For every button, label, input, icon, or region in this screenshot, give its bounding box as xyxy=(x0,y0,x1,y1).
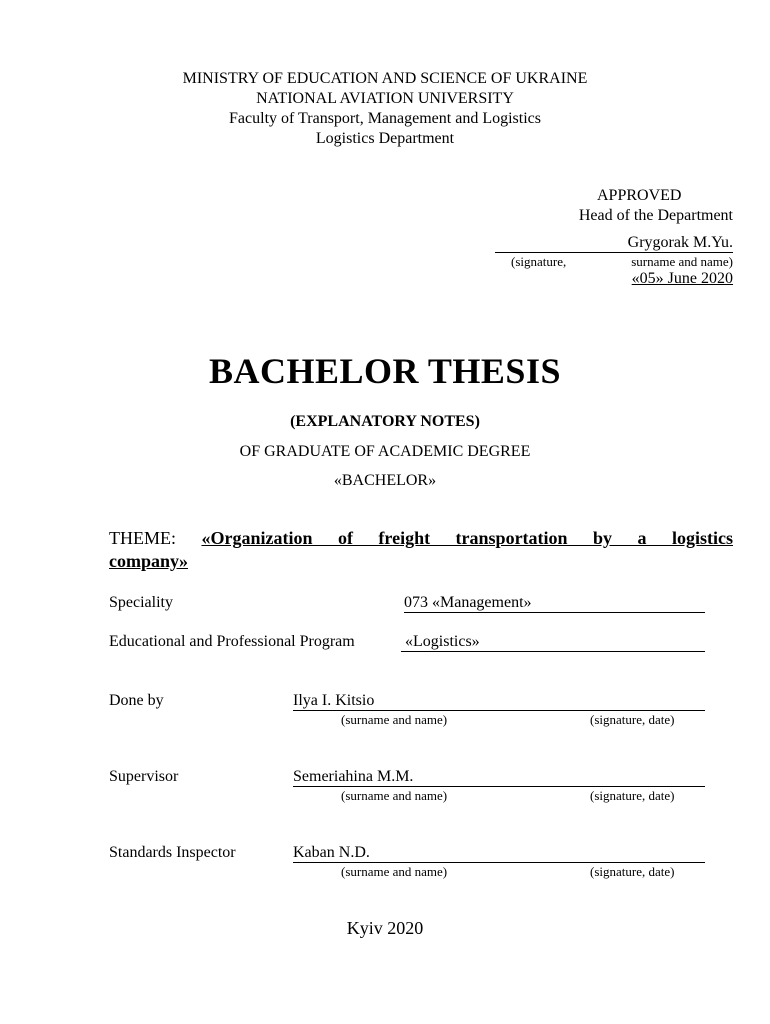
theme-text-2: company» xyxy=(109,551,189,571)
speciality-label: Speciality xyxy=(109,594,173,611)
speciality-value: 073 «Management» xyxy=(404,594,532,611)
approval-name-caption: surname and name) xyxy=(631,254,733,269)
signatory-name-caption: (surname and name) xyxy=(341,864,448,879)
theme-text-1: «Organization of freight transportation by a logistics xyxy=(201,528,734,548)
thesis-title: BACHELOR THESIS xyxy=(209,351,561,391)
signatory-line xyxy=(293,710,705,711)
signatory-sign-caption: (signature, date) xyxy=(590,788,675,803)
program-underline xyxy=(401,651,705,652)
signatory-name: Semeriahina M.M. xyxy=(293,768,414,785)
signatory-role: Standards Inspector xyxy=(109,844,236,861)
signatory-sign-caption: (signature, date) xyxy=(590,712,675,727)
program-value: «Logistics» xyxy=(405,633,480,650)
signatory-name-caption: (surname and name) xyxy=(341,712,448,727)
approval-signature-caption: (signature, xyxy=(511,254,567,269)
theme-block xyxy=(109,527,733,573)
theme-line-1 xyxy=(109,527,733,550)
signatory-name-caption: (surname and name) xyxy=(341,788,448,803)
signatory-role: Done by xyxy=(109,692,164,709)
signatory-name: Ilya I. Kitsio xyxy=(293,692,375,709)
approval-signature-line xyxy=(495,252,733,253)
city-year: Kyiv 2020 xyxy=(346,918,424,938)
theme-label: THEME: xyxy=(109,528,176,548)
signatory-line xyxy=(293,786,705,787)
signatory-sign-caption: (signature, date) xyxy=(590,864,675,879)
ministry-heading: MINISTRY OF EDUCATION AND SCIENCE OF UKRAINE xyxy=(182,70,588,87)
head-of-department: Head of the Department xyxy=(578,207,733,224)
signatory-line xyxy=(293,862,705,863)
department-heading: Logistics Department xyxy=(315,130,455,147)
degree-value: «BACHELOR» xyxy=(333,472,437,489)
signatory-name: Kaban N.D. xyxy=(293,844,370,861)
speciality-underline xyxy=(404,612,705,613)
faculty-heading: Faculty of Transport, Management and Logistics xyxy=(229,110,541,127)
thesis-subtitle: (EXPLANATORY NOTES) xyxy=(290,413,480,430)
signatory-role: Supervisor xyxy=(109,768,179,785)
university-heading: NATIONAL AVIATION UNIVERSITY xyxy=(256,90,514,107)
program-label: Educational and Professional Program xyxy=(109,633,355,650)
approval-date: «05» June 2020 xyxy=(631,270,733,287)
approved-label: APPROVED xyxy=(597,187,682,204)
degree-line: OF GRADUATE OF ACADEMIC DEGREE xyxy=(239,443,531,460)
head-name: Grygorak M.Yu. xyxy=(627,234,733,251)
